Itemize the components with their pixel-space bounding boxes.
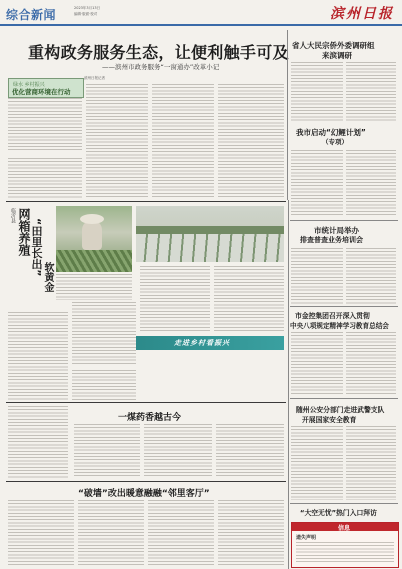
right-column-divider — [288, 200, 289, 569]
feature-text-b — [72, 302, 136, 366]
banner-strip — [136, 336, 284, 350]
mid-right-3-text-a — [291, 332, 343, 396]
header-rule — [0, 24, 402, 26]
story-a-col-2 — [144, 424, 212, 478]
mid-right-1-text-a — [291, 150, 343, 216]
mid-right-1-text-b — [346, 150, 396, 216]
mid-right-2-title: 市统计局举办 — [314, 226, 359, 235]
lead-col-1b — [8, 158, 82, 198]
right-divider-1 — [290, 220, 398, 221]
ad-note: 遗失声明 — [296, 535, 317, 541]
story-b-col-1 — [8, 500, 74, 566]
photo-banner-line1: 绿水 乡村振兴 — [13, 82, 45, 88]
lead-byline: 滨州日报记者 — [84, 76, 105, 80]
feature-landscape-photo — [136, 206, 284, 262]
mid-right-4-title: 随州公安分部门走进武警支队 — [296, 406, 385, 414]
feature-photo — [56, 206, 132, 272]
lead-headline: 重构政务服务生态，让便利触手可及 — [28, 43, 289, 62]
lead-col-4 — [218, 84, 284, 198]
story-a-title: 一煤药香越古今 — [118, 413, 182, 423]
farmer-hat — [80, 214, 104, 224]
mid-right-2-text-b — [346, 248, 396, 304]
ad-text — [296, 542, 394, 564]
editor-line: 编辑·版面·校对 — [74, 12, 98, 16]
photo-banner-line2: 优化营商环境在行动 — [12, 88, 71, 96]
date-line: 2023年3月13日 — [74, 6, 101, 10]
feature-title-1: 网箱养殖 — [17, 208, 31, 256]
top-right-title-1: 省人大民宗侨外委调研组 — [292, 41, 375, 50]
right-divider-2 — [290, 306, 398, 307]
feature-text-e — [72, 370, 136, 400]
mid-right-3-text-b — [346, 332, 396, 396]
lead-col-3 — [152, 84, 214, 198]
lead-col-2 — [86, 84, 148, 198]
lower-rule — [6, 402, 286, 403]
section-label: 综合新闻 — [6, 8, 57, 22]
feature-kicker: 临沂县 — [10, 208, 16, 223]
mid-right-3-title: 市金控集团召开深入贯彻 — [295, 312, 370, 320]
top-right-text-2 — [346, 62, 396, 122]
right-divider-3 — [290, 398, 398, 399]
mid-right-4-title2: 开展国家安全教育 — [302, 416, 357, 424]
lead-col-1 — [8, 98, 82, 150]
feature-text-d — [214, 266, 284, 332]
mid-right-1-title2: （专项） — [322, 138, 348, 146]
story-a-col-3 — [216, 424, 284, 478]
top-right-title-2: 来滨调研 — [322, 51, 352, 60]
lead-divider — [287, 30, 288, 200]
mid-right-1-title: 我市启动“幻鲤计划” — [296, 128, 366, 137]
feature-text-c — [140, 266, 210, 332]
lead-photo-banner — [8, 78, 84, 98]
mid-right-4-text-a — [291, 426, 343, 500]
lower-left-text — [8, 406, 68, 478]
mid-right-3-title2: 中央八项规定精神学习教育总结会 — [290, 322, 389, 330]
crop-leaves — [56, 250, 132, 272]
farmer-figure — [82, 220, 102, 250]
bottom-right-title: “大空无忧”热门入口拜访 — [300, 509, 377, 517]
feature-top-rule — [6, 201, 286, 202]
feature-caption — [56, 274, 132, 300]
tree-line — [136, 226, 284, 234]
page-header — [0, 0, 402, 27]
feature-title-3: 软黄金 — [42, 262, 53, 292]
mid-right-2-title2: 排查普查业务培训会 — [300, 236, 363, 244]
fish-ponds — [136, 234, 284, 262]
mid-right-4-text-b — [346, 426, 396, 500]
story-b-title: “破墙”改出暖意融融“邻里客厅” — [78, 489, 210, 499]
ad-label: 信息 — [338, 525, 351, 532]
mid-right-2-text-a — [291, 248, 343, 304]
story-a-col-1 — [74, 424, 140, 478]
feature-title-2: “田里长出” — [30, 218, 43, 277]
masthead: 滨州日报 — [330, 6, 394, 22]
story-b-col-3 — [148, 500, 214, 566]
lower-rule-2 — [6, 481, 286, 482]
ad-box — [291, 522, 399, 568]
right-divider-4 — [290, 503, 398, 504]
feature-text-a — [8, 312, 68, 400]
banner-strip-text: 走进乡村看振兴 — [174, 339, 230, 347]
lead-subtitle: ——滨州市政务服务“一窗通办”改革小记 — [102, 63, 220, 71]
story-b-col-2 — [78, 500, 144, 566]
story-b-col-4 — [218, 500, 284, 566]
top-right-text-1 — [291, 62, 343, 122]
